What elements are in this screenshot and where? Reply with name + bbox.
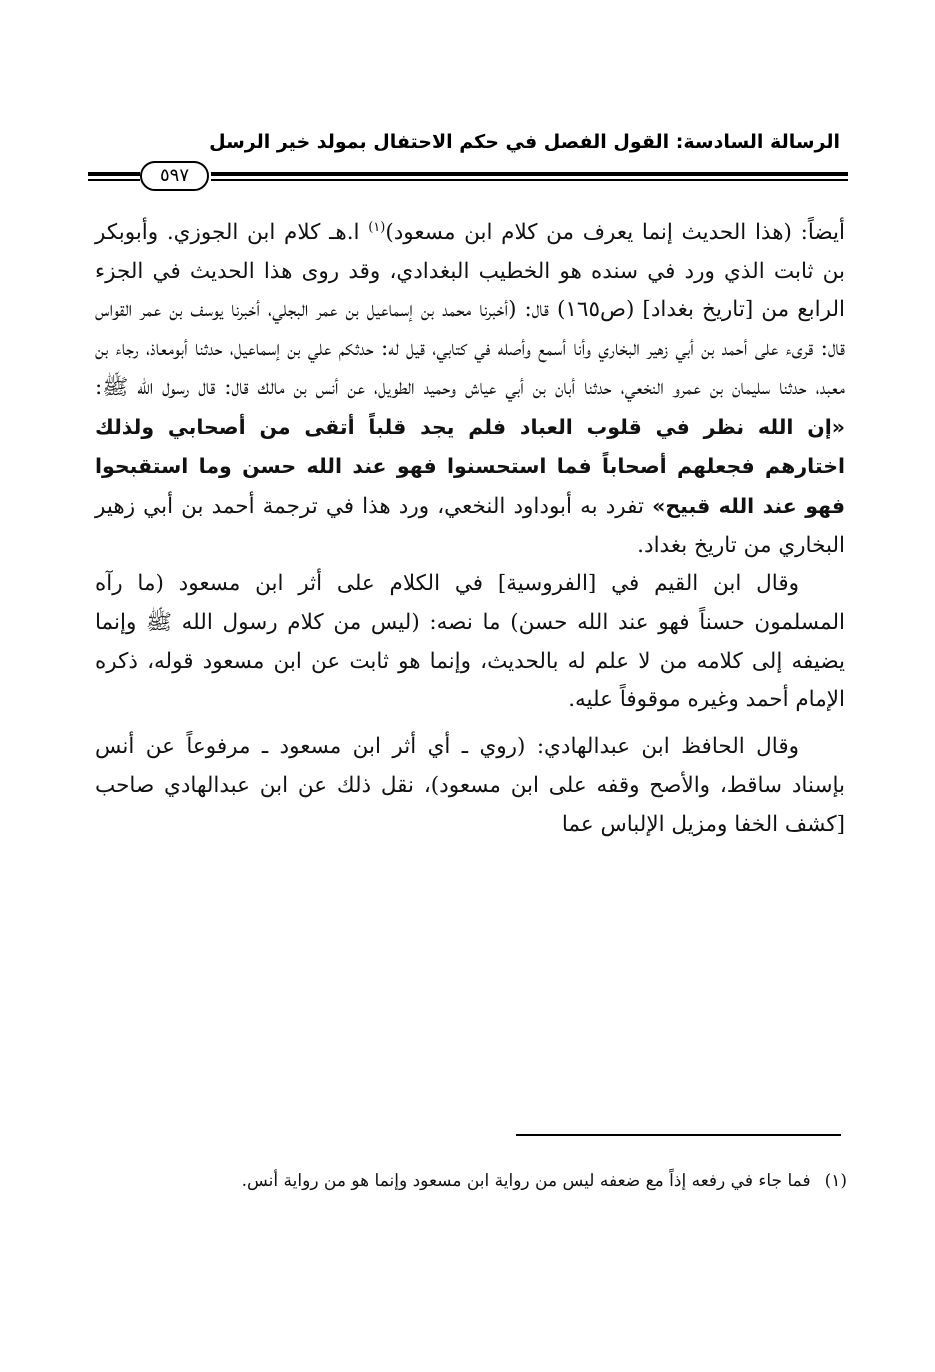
paragraph-1-part-b: ا.هـ كلام ابن الجوزي. وأبوبكر بن ثابت الذي ورد في سنده هو الخطيب البغدادي، وقد روى هذا الحديث في الجزء الرابع من [تاريخ بغداد] (ص١٦٥) قال: (أخبرنا محمد بن إسماعيل بن عمر البجلي، أخبرنا يوسف بن عمر القواس قال: قرىء على أحمد بن أبي زهير البخاري وأنا أسمع وأصله في كتابي، قيل له: حدثكم علي بن إسماعيل، حدثنا أبومعاذ، رجاء بن معبد، حدثنا سليمان بن عمرو النخعي، حدثنا أبان بن أبي عياش وحميد الطويل، عن أنس بن مالك قال: قال رسول الله ﷺ: — [95, 220, 845, 400]
paragraph-1-part-a: أيضاً: (هذا الحديث إنما يعرف من كلام ابن مسعود) — [385, 220, 845, 245]
page-number: ٥٩٧ — [140, 161, 209, 191]
footnote-number: (١) — [824, 1171, 847, 1191]
header-rule-left — [88, 170, 140, 184]
footnote-text: فما جاء في رفعه إذاً مع ضعفه ليس من رواية ابن مسعود وإنما هو من رواية أنس. — [241, 1171, 811, 1191]
running-header: الرسالة السادسة: القول الفصل في حكم الاحتفال بمولد خير الرسل — [209, 131, 840, 153]
header-rule-right — [211, 170, 848, 184]
paragraph-2: وقال ابن القيم في [الفروسية] في الكلام على أثر ابن مسعود (ما رآه المسلمون حسناً فهو عند الله حسن) ما نصه: (ليس من كلام رسول الله ﷺ وإنما يضيفه إلى كلامه من لا علم له بالحديث، وإنما هو ثابت عن ابن مسعود قوله، ذكره الإمام أحمد وغيره موقوفاً عليه. — [95, 571, 845, 713]
main-text — [95, 214, 845, 844]
paragraph-3: وقال الحافظ ابن عبدالهادي: (روي ـ أي أثر ابن مسعود ـ مرفوعاً عن أنس بإسناد ساقط، والأصح وقفه على ابن مسعود)، نقل ذلك عن ابن عبدالهادي صاحب [كشف الخفا ومزيل الإلباس عما — [95, 734, 845, 837]
footnote-separator — [516, 1134, 841, 1136]
paragraph-1 — [95, 214, 845, 565]
paragraph-1-part-c: تفرد به أبوداود النخعي، ورد هذا في ترجمة أحمد بن أبي زهير البخاري من تاريخ بغداد. — [95, 493, 845, 558]
footnote-reference: (١) — [368, 219, 386, 235]
footnote — [100, 1166, 847, 1196]
hadith-quote: «إن الله نظر في قلوب العباد فلم يجد قلباً أتقى من أصحابي ولذلك اختارهم فجعلهم أصحاباً فما استحسنوا فهو عند الله حسن وما استقبحوا فهو عند الله قبيح» — [95, 414, 845, 518]
